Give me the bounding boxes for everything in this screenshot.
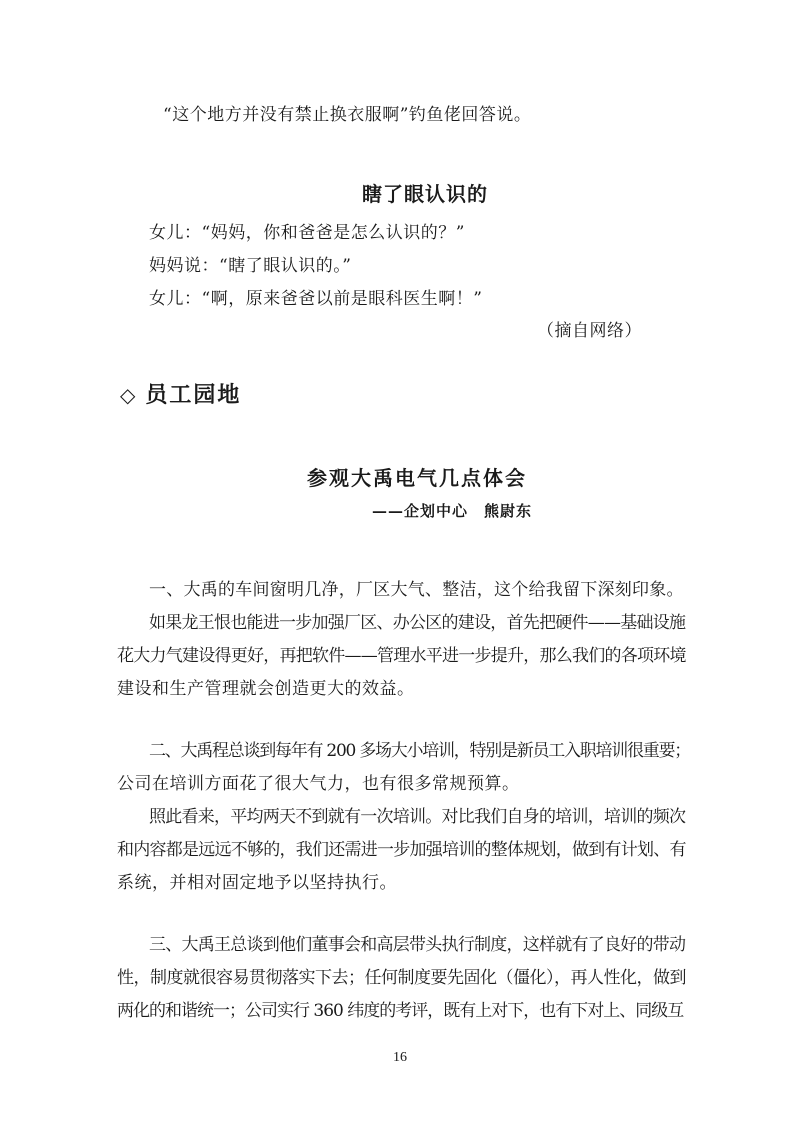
page-number: 16: [393, 1050, 407, 1065]
paragraph-line: 花大力气建设得更好，再把软件——管理水平进一步提升，那么我们的各项环境: [117, 646, 686, 666]
joke-title: 瞎了眼认识的: [362, 182, 488, 206]
paragraph-line: 和内容都是远远不够的，我们还需进一步加强培训的整体规划，做到有计划、有: [117, 840, 686, 860]
joke-line: 女儿：“妈妈，你和爸爸是怎么认识的？”: [149, 223, 465, 243]
article-byline: ——企划中心 熊尉东: [372, 502, 533, 520]
section-title: 员工园地: [145, 382, 242, 408]
diamond-icon: ◇: [120, 383, 138, 407]
section-heading: [120, 378, 241, 409]
joke-source: （摘自网络）: [537, 321, 642, 341]
top-quote: “这个地方并没有禁止换衣服啊”钓鱼佬回答说。: [163, 105, 532, 125]
paragraph-line: 一、大禹的车间窗明几净，厂区大气、整洁，这个给我留下深刻印象。: [149, 580, 684, 600]
article-title: 参观大禹电气几点体会: [307, 466, 527, 490]
paragraph-line: 照此看来，平均两天不到就有一次培训。对比我们自身的培训，培训的频次: [149, 807, 686, 827]
paragraph-line: 二、大禹程总谈到每年有 200 多场大小培训，特别是新员工入职培训很重要；: [149, 741, 691, 761]
paragraph-line: 如果龙王恨也能进一步加强厂区、办公区的建设，首先把硬件——基础设施: [149, 613, 686, 633]
joke-line: 女儿：“啊，原来爸爸以前是眼科医生啊！”: [149, 289, 483, 309]
paragraph-line: 两化的和谐统一；公司实行 360 纬度的考评，既有上对下，也有下对上、同级互: [117, 1001, 684, 1021]
paragraph-line: 性，制度就很容易贯彻落实下去；任何制度要先固化（僵化），再人性化，做到: [117, 968, 686, 988]
paragraph-line: 三、大禹王总谈到他们董事会和高层带头执行制度，这样就有了良好的带动: [149, 935, 686, 955]
paragraph-line: 公司在培训方面花了很大气力，也有很多常规预算。: [117, 774, 520, 794]
paragraph-line: 系统，并相对固定地予以坚持执行。: [117, 873, 397, 893]
paragraph-line: 建设和生产管理就会创造更大的效益。: [117, 679, 415, 699]
joke-line: 妈妈说：“瞎了眼认识的。”: [149, 256, 352, 276]
